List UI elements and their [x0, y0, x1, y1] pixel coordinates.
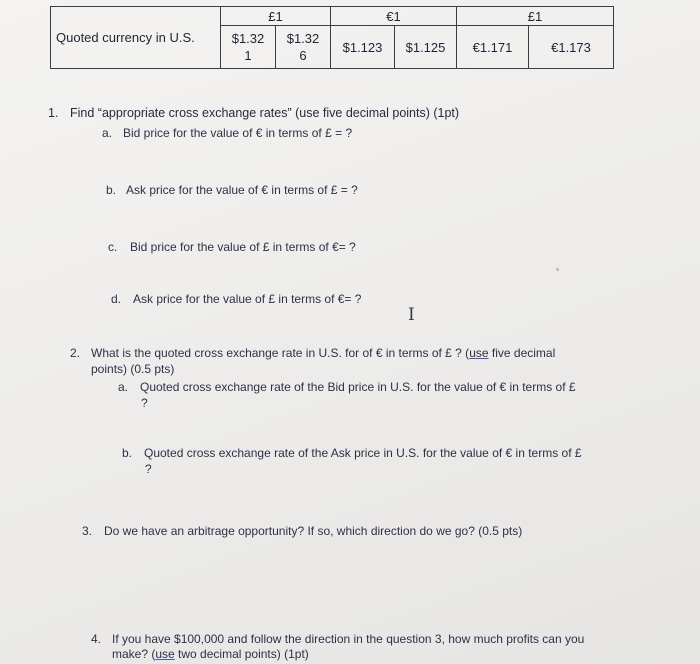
- group-header-euro: €1: [331, 7, 457, 26]
- q1b-text: Ask price for the value of € in terms of £ = ?: [126, 183, 358, 197]
- q1c-text: Bid price for the value of £ in terms of €= ?: [130, 240, 356, 254]
- q1a-text: Bid price for the value of € in terms of £ = ?: [123, 126, 353, 140]
- rate-cell: [395, 26, 457, 69]
- row-label: Quoted currency in U.S.: [51, 7, 221, 69]
- q2-text-pre: What is the quoted cross exchange rate in U.S. for of € in terms of £ ? (: [91, 346, 470, 360]
- speck: [556, 268, 559, 271]
- rate-value: $1.125: [405, 39, 446, 55]
- q1b-label: b.: [106, 183, 117, 197]
- q4-line2-post: two decimal points) (1pt): [174, 647, 309, 661]
- rate-cell: [457, 26, 529, 69]
- q1a-label: a.: [102, 126, 113, 140]
- q1-number: 1.: [48, 106, 59, 120]
- group-header-pound-1: £1: [221, 7, 331, 26]
- rate-value-cont: 1: [244, 48, 252, 63]
- q2a-label: a.: [118, 380, 129, 394]
- q3-number: 3.: [82, 524, 93, 538]
- q4-line2-pre: make? (: [112, 647, 156, 661]
- q4-line1: If you have $100,000 and follow the direction in the question 3, how much profits can you: [112, 632, 585, 646]
- q2-text-use: use: [469, 346, 489, 360]
- q2b-label: b.: [122, 446, 133, 460]
- rate-value: $1.123: [342, 39, 383, 55]
- q2a-text: Quoted cross exchange rate of the Bid price in U.S. for the value of € in terms of £: [140, 380, 576, 394]
- q1c-label: c.: [108, 240, 118, 254]
- exchange-rate-table: [50, 6, 614, 69]
- rate-value: $1.32: [231, 31, 265, 46]
- q4-line2: [112, 647, 309, 661]
- q1-text: Find “appropriate cross exchange rates” (use five decimal points) (1pt): [70, 106, 460, 120]
- q2-text: [91, 346, 555, 360]
- q4-line2-use: use: [155, 647, 175, 661]
- q2-text-post: five decimal: [488, 346, 556, 360]
- text-cursor-icon: I: [408, 305, 415, 325]
- rate-cell: [276, 26, 331, 69]
- q2b-text: Quoted cross exchange rate of the Ask price in U.S. for the value of € in terms of £: [144, 446, 582, 460]
- rate-cell: [331, 26, 395, 69]
- rate-value-cont: 6: [299, 48, 307, 63]
- q1d-label: d.: [111, 292, 122, 306]
- q3-text: Do we have an arbitrage opportunity? If so, which direction do we go? (0.5 pts): [104, 524, 523, 538]
- rate-value: €1.171: [472, 39, 513, 55]
- q1d-text: Ask price for the value of £ in terms of €= ?: [133, 292, 362, 306]
- q2-text-line2: points) (0.5 pts): [91, 362, 175, 376]
- rate-cell: [221, 26, 276, 69]
- q2-number: 2.: [70, 346, 81, 360]
- rate-value: €1.173: [551, 39, 591, 55]
- group-header-pound-2: £1: [457, 7, 614, 26]
- q2a-question-mark: ?: [141, 396, 148, 410]
- rate-cell: [529, 26, 614, 69]
- q4-number: 4.: [91, 632, 102, 646]
- q2b-question-mark: ?: [145, 462, 152, 476]
- rate-value: $1.32: [286, 31, 320, 46]
